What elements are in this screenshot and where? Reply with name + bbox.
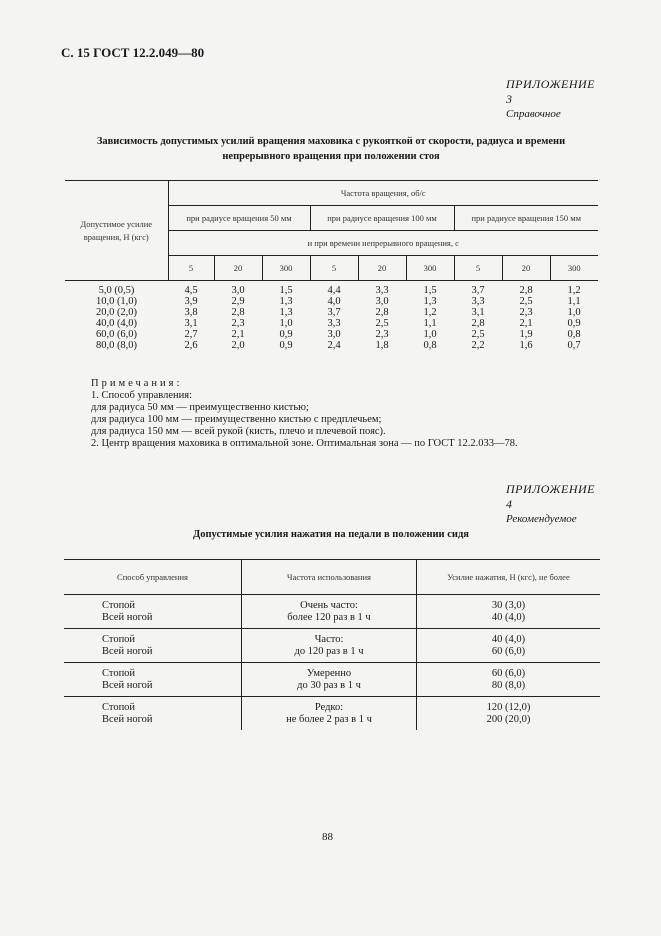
value-cell: 3,1	[184, 318, 198, 329]
value-cell: 3,0	[375, 296, 389, 307]
value-cell: 0,8	[423, 340, 437, 351]
table-row	[65, 340, 598, 351]
force-cell	[417, 629, 601, 663]
method-text: Всей ногой	[102, 646, 153, 657]
pedal-force-table	[64, 559, 600, 730]
value-cell: 1,2	[567, 285, 581, 296]
frequency-cell	[242, 697, 417, 731]
force-cell	[417, 663, 601, 697]
table-2-title: Допустимые усилия нажатия на педали в положении сидя	[193, 529, 469, 540]
value-cell: 0,7	[567, 340, 581, 351]
method-text: Стопой	[102, 702, 136, 713]
notes-heading: Примечания:	[91, 378, 183, 389]
value-cell: 1,0	[279, 318, 293, 329]
value-cell: 1,8	[375, 340, 389, 351]
table-1-title-line-2: непрерывного вращения при положении стоя	[222, 151, 440, 162]
value-cell: 2,3	[231, 318, 245, 329]
table-row	[65, 281, 598, 297]
value-cell: 1,2	[423, 307, 437, 318]
value-cell: 2,3	[519, 307, 533, 318]
note-line: 1. Способ управления:	[91, 390, 192, 401]
table-row	[65, 296, 598, 307]
time-cell: 5	[454, 256, 502, 281]
frequency-text: Умеренно	[306, 668, 352, 679]
value-cell: 3,7	[327, 307, 341, 318]
force-cell: 40,0 (4,0)	[95, 318, 138, 329]
time-cell: 20	[214, 256, 262, 281]
note-line: для радиуса 50 мм — преимущественно кистью;	[91, 402, 309, 413]
value-cell: 0,9	[279, 329, 293, 340]
method-text: Всей ногой	[102, 714, 153, 725]
appendix-4-label	[506, 482, 595, 527]
value-cell: 3,8	[184, 307, 198, 318]
note-line: для радиуса 150 мм — всей рукой (кисть, плечо и плечевой пояс).	[91, 426, 386, 437]
method-cell	[64, 697, 242, 731]
appendix-4-kind: Рекомендуемое	[506, 513, 577, 525]
speed-header: Частота вращения, об/с	[168, 181, 598, 206]
value-cell: 1,1	[567, 296, 581, 307]
force-text: 60 (6,0)	[491, 646, 526, 657]
appendix-4-name: ПРИЛОЖЕНИЕ 4	[506, 482, 595, 511]
value-cell: 4,5	[184, 285, 198, 296]
frequency-text: не более 2 раз в 1 ч	[286, 714, 372, 725]
force-cell: 5,0 (0,5)	[98, 285, 135, 296]
radius-header-50: при радиусе вращения 50 мм	[168, 206, 310, 231]
time-cell: 20	[502, 256, 550, 281]
value-cell: 1,0	[423, 329, 437, 340]
value-cell: 2,6	[184, 340, 198, 351]
page-number: 88	[322, 831, 333, 843]
table-row	[65, 318, 598, 329]
appendix-3-kind: Справочное	[506, 108, 561, 120]
force-cell: 20,0 (2,0)	[95, 307, 138, 318]
value-cell: 2,2	[471, 340, 485, 351]
method-text: Всей ногой	[102, 680, 153, 691]
note-line: 2. Центр вращения маховика в оптимальной зоне. Оптимальная зона — по ГОСТ 12.2.033—78.	[91, 438, 518, 449]
value-cell: 2,8	[519, 285, 533, 296]
value-cell: 2,3	[375, 329, 389, 340]
frequency-text: Редко:	[314, 702, 344, 713]
frequency-cell	[242, 629, 417, 663]
radius-header-150: при радиусе вращения 150 мм	[454, 206, 598, 231]
table-row	[64, 697, 600, 731]
frequency-text: Очень часто:	[300, 600, 358, 611]
value-cell: 1,9	[519, 329, 533, 340]
value-cell: 1,5	[279, 285, 293, 296]
note-line: для радиуса 100 мм — преимущественно кистью с предплечьем;	[91, 414, 382, 425]
notes	[91, 378, 591, 450]
time-cell: 300	[406, 256, 454, 281]
method-cell	[64, 629, 242, 663]
value-cell: 2,0	[231, 340, 245, 351]
force-text: 80 (8,0)	[491, 680, 526, 691]
value-cell: 3,3	[471, 296, 485, 307]
time-cell: 5	[310, 256, 358, 281]
table-1-title	[61, 134, 601, 164]
value-cell: 2,8	[375, 307, 389, 318]
method-column-header: Способ управления	[64, 560, 242, 595]
frequency-text: до 120 раз в 1 ч	[294, 646, 364, 657]
page-header: С. 15 ГОСТ 12.2.049—80	[61, 45, 205, 60]
method-text: Стопой	[102, 634, 136, 645]
value-cell: 1,3	[279, 296, 293, 307]
value-cell: 4,4	[327, 285, 341, 296]
method-text: Стопой	[102, 668, 136, 679]
value-cell: 2,1	[519, 318, 533, 329]
value-cell: 3,3	[375, 285, 389, 296]
value-cell: 1,3	[279, 307, 293, 318]
frequency-column-header: Частота использования	[242, 560, 417, 595]
force-text: 40 (4,0)	[491, 634, 526, 645]
value-cell: 1,5	[423, 285, 437, 296]
value-cell: 1,3	[423, 296, 437, 307]
value-cell: 3,0	[231, 285, 245, 296]
force-text: 120 (12,0)	[486, 702, 531, 713]
force-cell: 60,0 (6,0)	[95, 329, 138, 340]
value-cell: 2,4	[327, 340, 341, 351]
appendix-3-name: ПРИЛОЖЕНИЕ 3	[506, 77, 595, 106]
force-text: 200 (20,0)	[486, 714, 531, 725]
force-cell: 10,0 (1,0)	[95, 296, 138, 307]
time-cell: 300	[550, 256, 598, 281]
force-text: 60 (6,0)	[491, 668, 526, 679]
frequency-cell	[242, 663, 417, 697]
method-text: Всей ногой	[102, 612, 153, 623]
value-cell: 3,7	[471, 285, 485, 296]
appendix-3-label	[506, 77, 595, 122]
force-text: 30 (3,0)	[491, 600, 526, 611]
value-cell: 0,9	[279, 340, 293, 351]
value-cell: 2,8	[471, 318, 485, 329]
force-text: 40 (4,0)	[491, 612, 526, 623]
value-cell: 3,1	[471, 307, 485, 318]
force-cell	[417, 697, 601, 731]
rotation-force-table	[65, 180, 598, 351]
value-cell: 3,3	[327, 318, 341, 329]
frequency-text: Часто:	[314, 634, 344, 645]
value-cell: 2,5	[519, 296, 533, 307]
method-cell	[64, 595, 242, 629]
table-1-title-line-1: Зависимость допустимых усилий вращения маховика с рукояткой от скорости, радиуса и времени	[96, 136, 566, 147]
value-cell: 2,1	[231, 329, 245, 340]
table-row	[65, 329, 598, 340]
table-row	[64, 663, 600, 697]
radius-header-100: при радиусе вращения 100 мм	[310, 206, 454, 231]
value-cell: 2,5	[471, 329, 485, 340]
frequency-cell	[242, 595, 417, 629]
time-cell: 5	[168, 256, 214, 281]
value-cell: 4,0	[327, 296, 341, 307]
value-cell: 2,7	[184, 329, 198, 340]
time-cell: 20	[358, 256, 406, 281]
value-cell: 3,0	[327, 329, 341, 340]
value-cell: 1,1	[423, 318, 437, 329]
value-cell: 1,0	[567, 307, 581, 318]
value-cell: 2,9	[231, 296, 245, 307]
force-column-header: Усилие нажатия, Н (кгс), не более	[417, 560, 601, 595]
force-column-header: Допустимое усилие вращения, Н (кгс)	[65, 181, 168, 281]
time-cell: 300	[262, 256, 310, 281]
table-row	[65, 307, 598, 318]
table-row	[64, 595, 600, 629]
value-cell: 0,8	[567, 329, 581, 340]
time-header: и при времени непрерывного вращения, с	[168, 231, 598, 256]
method-cell	[64, 663, 242, 697]
value-cell: 2,5	[375, 318, 389, 329]
value-cell: 2,8	[231, 307, 245, 318]
force-cell	[417, 595, 601, 629]
frequency-text: более 120 раз в 1 ч	[287, 612, 371, 623]
value-cell: 1,6	[519, 340, 533, 351]
frequency-text: до 30 раз в 1 ч	[297, 680, 361, 691]
value-cell: 3,9	[184, 296, 198, 307]
table-row	[64, 629, 600, 663]
method-text: Стопой	[102, 600, 136, 611]
value-cell: 0,9	[567, 318, 581, 329]
force-cell: 80,0 (8,0)	[95, 340, 138, 351]
